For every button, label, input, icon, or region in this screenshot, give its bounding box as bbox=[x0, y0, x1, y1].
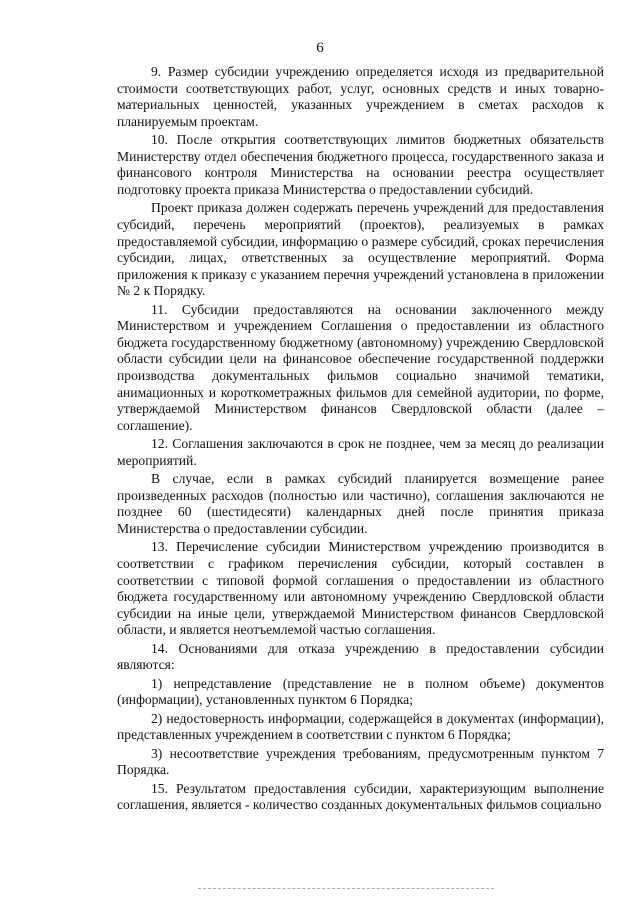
paragraph-12: 12. Соглашения заключаются в срок не позднее, чем за месяц до реализации мероприятий. bbox=[117, 436, 604, 468]
page-number: 6 bbox=[316, 40, 324, 56]
list-item-1: 1) непредставление (представление не в полном объеме) документов (информации), установленных пунктом 6 Порядка; bbox=[117, 675, 604, 708]
paragraph-11: 11. Субсидии предоставляются на основании заключенного между Министерством и учреждением Соглашения о предоставлении из областного бюджета государственному бюджетному (автономному) учреждению Свердловской области субсидии цели на финансовое обеспечение государственной поддержки производства документальных фильмов социально значимой тематики, анимационных и короткометражных фильмов для семейной аудитории, по форме, утверждаемой Министерством финансов Свердловской области (далее – соглашение). bbox=[117, 301, 604, 433]
paragraph-9: 9. Размер субсидии учреждению определяется исходя из предварительной стоимости соответствующих работ, услуг, основных средств и иных товарно-материальных ценностей, указанных учреждением в сметах расходов к планируемым проектам. bbox=[117, 64, 604, 129]
paragraph-14: 14. Основаниями для отказа учреждению в предоставлении субсидии являются: bbox=[117, 640, 604, 673]
footer-divider bbox=[198, 888, 494, 889]
list-item-3: 3) несоответствие учреждения требованиям, предусмотренным пунктом 7 Порядка. bbox=[117, 745, 604, 778]
paragraph-reimbursement: В случае, если в рамках субсидий планируется возмещение ранее произведенных расходов (полностью или частично), соглашения заключаются не позднее 60 (шестидесяти) календарных дней после принятия приказа Министерства о предоставлении субсидии. bbox=[117, 471, 604, 537]
paragraph-10: 10. После открытия соответствующих лимитов бюджетных обязательств Министерству отдел обеспечения бюджетного процесса, государственного заказа и финансового контроля Министерства на основании реестра осуществляет подготовку проекта приказа Министерства о предоставлении субсидий. bbox=[117, 132, 604, 197]
paragraph-15: 15. Результатом предоставления субсидии, характеризующим выполнение соглашения, является - количество созданных документальных фильмов социально bbox=[117, 780, 604, 813]
list-item-2: 2) недостоверность информации, содержащейся в документах (информации), представленных учреждением в соответствии с пунктом 6 Порядка; bbox=[117, 710, 604, 743]
paragraph-13: 13. Перечисление субсидии Министерством учреждению производится в соответствии с графиком перечисления субсидии, который составлен в соответствии с типовой формой соглашения о предоставлении из областного бюджета государственному или автономному учреждению Свердловской области субсидии на иные цели, утверждаемой Министерством финансов Свердловской области, и является неотъемлемой частью соглашения. bbox=[117, 539, 604, 638]
document-body bbox=[117, 64, 604, 816]
paragraph-order-contents: Проект приказа должен содержать перечень учреждений для предоставления субсидий, перечень мероприятий (проектов), реализуемых в рамках предоставляемой субсидии, информацию о размере субсидий, сроках перечисления субсидии, лицах, ответственных за осуществление мероприятий. Форма приложения к приказу с указанием перечня учреждений установлена в приложении № 2 к Порядку. bbox=[117, 200, 604, 299]
